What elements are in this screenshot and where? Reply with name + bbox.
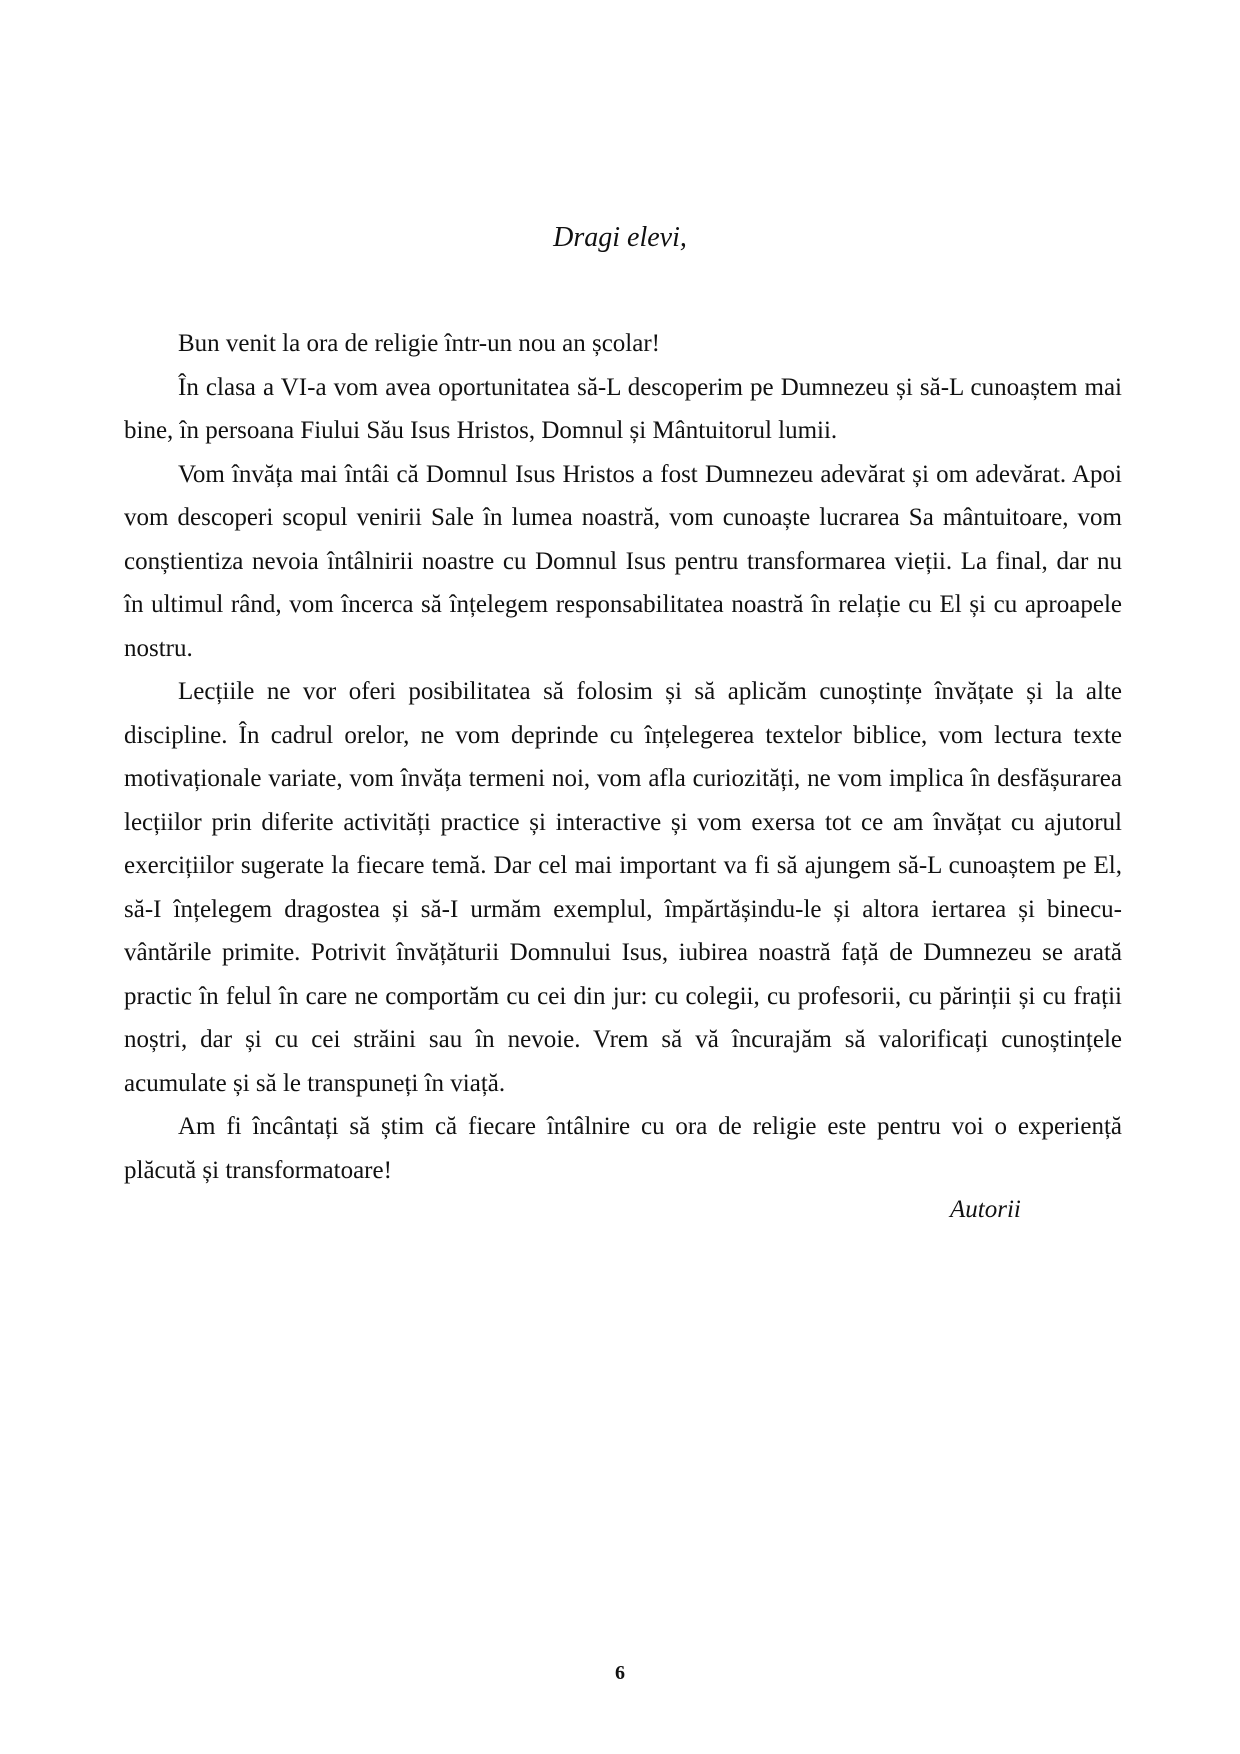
text-line: conștientiza nevoia întâlnirii noastre cu Domnul Isus pentru transformarea vieții. La final, dar nu — [124, 547, 1122, 575]
text-line: În clasa a VI-a vom avea oportunitatea să-L descoperim pe Dumnezeu și să-L cunoaștem mai — [178, 373, 1122, 401]
letter-greeting: Dragi elevi, — [553, 222, 687, 253]
text-line: bine, în persoana Fiului Său Isus Hristos, Domnul și Mântuitorul lumii. — [124, 417, 838, 444]
signature: Autorii — [950, 1196, 1021, 1223]
text-line: plăcută și transformatoare! — [124, 1156, 392, 1184]
text-line: exercițiilor sugerate la fiecare temă. Dar cel mai important va fi să ajungem să-L cunoaștem pe El, — [124, 852, 1122, 879]
text-line: discipline. În cadrul orelor, ne vom deprinde cu înțelegerea textelor biblice, vom lectura texte — [124, 721, 1122, 749]
text-line: motivaționale variate, vom învăța termeni noi, vom afla curiozități, ne vom implica în desfășurarea — [124, 765, 1122, 792]
text-line: nostru. — [124, 634, 193, 662]
text-line: Bun venit la ora de religie într-un nou an școlar! — [178, 330, 660, 357]
letter-body — [124, 322, 1122, 1192]
text-line: vântările primite. Potrivit învățăturii Domnului Isus, iubirea noastră față de Dumnezeu se arată — [124, 939, 1122, 966]
text-line: practic în felul în care ne comportăm cu cei din jur: cu colegii, cu profesorii, cu părinții și cu frații — [124, 982, 1122, 1010]
paragraph — [124, 366, 1122, 453]
text-line: Lecțiile ne vor oferi posibilitatea să folosim și să aplicăm cunoștințe învățate și la alte — [178, 678, 1122, 705]
text-line: acumulate și să le transpuneți în viață. — [124, 1069, 506, 1097]
text-line: Vom învăța mai întâi că Domnul Isus Hristos a fost Dumnezeu adevărat și om adevărat. Apoi — [178, 460, 1122, 488]
text-line: în ultimul rând, vom încerca să înțelegem responsabilitatea noastră în relație cu El și cu aproapele — [124, 591, 1122, 618]
paragraph — [124, 670, 1122, 1105]
paragraph — [124, 453, 1122, 671]
paragraph — [124, 1105, 1122, 1192]
paragraph — [124, 322, 1122, 366]
text-line: să-I înțelegem dragostea și să-I urmăm exemplul, împărtășindu-le și altora iertarea și binecu- — [124, 895, 1122, 923]
page-number: 6 — [615, 1662, 625, 1684]
text-line: vom descoperi scopul venirii Sale în lumea noastră, vom cunoaște lucrarea Sa mântuitoare, vom — [124, 504, 1122, 531]
text-line: noștri, dar și cu cei străini sau în nevoie. Vrem să vă încurajăm să valorificați cunoștințele — [124, 1026, 1122, 1053]
text-line: Am fi încântați să știm că fiecare întâlnire cu ora de religie este pentru voi o experiență — [178, 1113, 1122, 1140]
text-line: lecțiilor prin diferite activități practice și interactive și vom exersa tot ce am învățat cu ajutorul — [124, 808, 1122, 836]
